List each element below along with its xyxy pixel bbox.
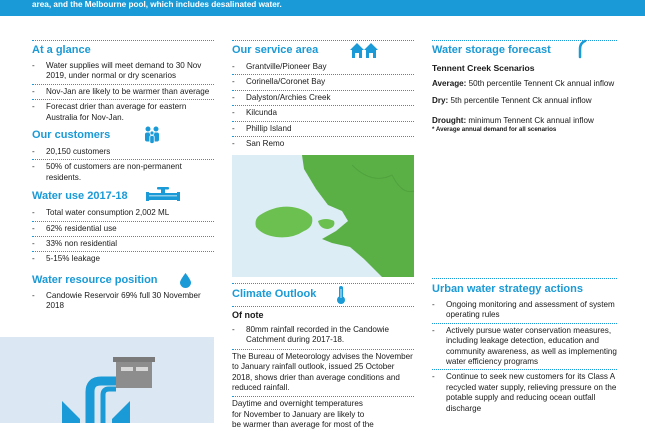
service-header [232, 43, 414, 57]
column-middle [232, 40, 414, 430]
list-item: - 62% residential use [32, 224, 214, 237]
water-use-header [32, 189, 214, 203]
climate-paragraph-line: for November to January are likely to [232, 409, 365, 419]
list-item: - Actively pursue water conservation measures, including leakage detection, education and community awareness, as well as implementing water efficiency programs [432, 326, 617, 371]
list-item: - 20,150 customers [32, 147, 214, 160]
section-title-water-use: Water use 2017-18 [32, 190, 128, 203]
glance-list [32, 61, 214, 125]
list-item: - Continue to seek new customers for its Class A recycled water supply, relieving pressure on the potable supply and reducing ocean outfall discharge [432, 372, 617, 416]
list-item: - Total water consumption 2,002 ML [32, 208, 214, 221]
list-item: - Dalyston/Archies Creek [232, 93, 414, 106]
storage-footnote: * Average annual demand for all scenarios [432, 126, 557, 134]
tap-icon [576, 40, 588, 58]
list-item: - 80mm rainfall recorded in the Candowie Catchment during 2017-18. [232, 325, 414, 346]
list-item: - Grantville/Pioneer Bay [232, 62, 414, 75]
list-item: - Forecast drier than average for eastern Australia for Nov-Jan. [32, 102, 214, 125]
section-title-strategy: Urban water strategy actions [432, 283, 583, 295]
climate-section [232, 283, 414, 431]
section-divider [232, 349, 414, 350]
section-title-service: Our service area [232, 44, 319, 56]
section-divider [232, 306, 414, 307]
note-heading: Of note [232, 310, 264, 320]
section-divider [232, 283, 414, 284]
houses-icon [350, 42, 380, 59]
list-item: - 33% non residential [32, 239, 214, 252]
thermometer-icon [336, 286, 346, 304]
reservoir-pipe-illustration [0, 337, 214, 423]
people-icon [142, 125, 162, 145]
customers-list [32, 147, 214, 185]
section-title-climate: Climate Outlook [232, 288, 317, 300]
map-image [232, 155, 414, 277]
list-item: - Ongoing monitoring and assessment of system operating rules [432, 300, 617, 324]
section-divider [232, 40, 414, 41]
strategy-list [432, 300, 617, 416]
list-item: - Kilcunda [232, 108, 414, 121]
scenario-text: minimum Tennent Ck annual inflow [466, 115, 594, 125]
list-item: - 50% of customers are non-permanent residents. [32, 162, 214, 185]
section-title-customers: Our customers [32, 129, 111, 142]
service-area-map [232, 155, 414, 277]
scenario-text: 5th percentile Tennent Ck annual inflow [448, 96, 592, 106]
resource-list [32, 291, 214, 312]
section-title-resource: Water resource position [32, 273, 158, 286]
service-list [232, 62, 414, 151]
section-title-glance: At a glance [32, 44, 91, 56]
list-item: - 5-15% leakage [32, 254, 214, 266]
section-divider [32, 40, 214, 41]
pipe-valve-icon [146, 187, 180, 203]
strategy-section [432, 278, 617, 418]
list-item: - San Remo [232, 139, 414, 151]
storage-header [432, 43, 617, 57]
scenario-label: Dry: [432, 96, 449, 106]
section-divider [232, 396, 414, 397]
column-left [32, 40, 214, 312]
scenario-label: Average: [432, 79, 467, 88]
water-drop-icon [180, 273, 191, 287]
storage-subtitle: Tennent Creek Scenarios [432, 63, 535, 73]
list-item: - Corinella/Coronet Bay [232, 77, 414, 90]
scenario-label: Drought: [432, 115, 467, 125]
water-use-list [32, 208, 214, 267]
climate-list [232, 325, 414, 346]
column-right [432, 40, 617, 413]
reservoir-illustration-panel [0, 337, 214, 423]
scenario-dry [432, 96, 617, 106]
list-item: - Nov-Jan are likely to be warmer than average [32, 87, 214, 100]
customers-header [32, 128, 214, 142]
top-banner [0, 0, 645, 16]
climate-paragraph-line: be warmer than average for most of the [232, 420, 374, 430]
list-item: - Water supplies will meet demand to 30 Nov 2019, under normal or dry scenarios [32, 61, 214, 85]
section-title-storage: Water storage forecast [432, 44, 551, 56]
section-divider [432, 278, 617, 279]
climate-paragraph-line: Daytime and overnight temperatures [232, 399, 363, 409]
section-divider [432, 40, 617, 41]
climate-paragraph: The Bureau of Meteorology advises the November to January rainfall outlook, issued 25 October 2018, shows drier than average conditions and reduced rainfall. [232, 351, 413, 393]
scenario-drought [432, 116, 617, 126]
banner-text: area, and the Melbourne pool, which includes desalinated water. [32, 0, 282, 9]
climate-header [232, 287, 414, 301]
scenario-text: 50th percentile Tennent Ck annual inflow [466, 79, 615, 88]
list-item: - Candowie Reservoir 69% full 30 November 2018 [32, 291, 214, 312]
resource-header [32, 273, 214, 287]
list-item: - Phillip Island [232, 124, 414, 137]
scenario-average [432, 79, 617, 89]
